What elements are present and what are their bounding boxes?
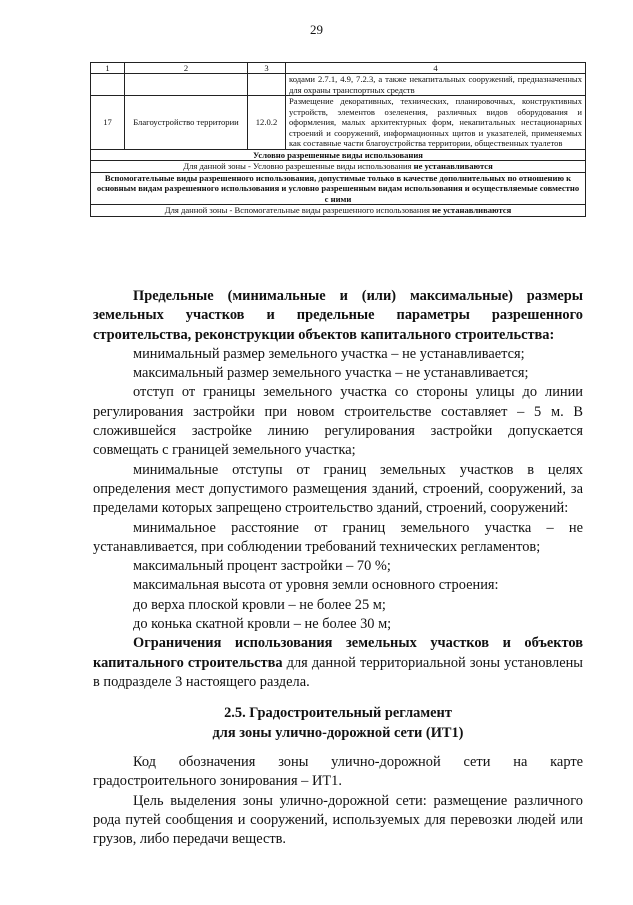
- limit-min-distance: минимальное расстояние от границ земельного участка – не устанавливается, при соблюдении требований технических регламентов;: [93, 519, 583, 555]
- use-type-code: 12.0.2: [248, 96, 286, 149]
- header-col-3: 3: [248, 63, 286, 74]
- limit-min-size: минимальный размер земельного участка – не устанавливается;: [133, 345, 525, 362]
- zone-block: [93, 753, 583, 849]
- header-col-2: 2: [125, 63, 248, 74]
- limit-max-size: максимальный размер земельного участка – не устанавливается;: [133, 365, 529, 382]
- auxiliary-note: Для данной зоны - Вспомогательные виды разрешенного использования не устанавливаются: [91, 205, 586, 216]
- conditional-heading: Условно разрешенные виды использования: [91, 149, 586, 160]
- continued-description: кодами 2.7.1, 4.9, 7.2.3, а также некапитальных сооружений, предназначенных для охраны транспортных средств: [286, 74, 586, 96]
- zone-code-paragraph: Код обозначения зоны улично-дорожной сети на карте градостроительного зонирования – ИТ1.: [93, 754, 583, 790]
- auxiliary-note-row: [91, 205, 586, 216]
- land-use-table: [90, 62, 586, 217]
- conditional-note: Для данной зоны - Условно разрешенные виды использования не устанавливаются: [91, 161, 586, 172]
- header-col-1: 1: [91, 63, 125, 74]
- limit-max-height: максимальная высота от уровня земли основного строения:: [133, 577, 499, 594]
- table-row: [91, 74, 586, 96]
- use-type-name: Благоустройство территории: [125, 96, 248, 149]
- limit-build-percent: максимальный процент застройки – 70 %;: [133, 558, 391, 575]
- limits-block: [93, 287, 583, 692]
- limit-pitched-roof: до конька скатной кровли – не более 30 м;: [133, 616, 392, 633]
- restrictions-paragraph: Ограничения использования земельных участков и объектов капитального строительства для данной территориальной зоны установлены в подразделе 3 настоящего раздела.: [93, 635, 583, 690]
- table-row-17: [91, 96, 586, 149]
- auxiliary-heading-row: [91, 172, 586, 204]
- limit-min-setbacks: минимальные отступы от границ земельных участков в целях определения мест допустимого размещения зданий, строений, сооружений, за пределами которых запрещено строительство зданий, строений, сооружений:: [93, 461, 583, 517]
- section-title: 2.5. Градостроительный регламент для зоны улично-дорожной сети (ИТ1): [212, 705, 464, 741]
- row-number: 17: [91, 96, 125, 149]
- auxiliary-heading: Вспомогательные виды разрешенного использования, допустимые только в качестве дополнительных по отношению к основным видам разрешенного использования и условно разрешенным видам использования и осуществляемые совместно с ними: [91, 172, 586, 204]
- conditional-note-row: [91, 161, 586, 172]
- limits-heading: Предельные (минимальные и (или) максимальные) размеры земельных участков и предельные параметры разрешенного строительства, реконструкции объектов капитального строительства:: [93, 288, 583, 343]
- limit-street-setback: отступ от границы земельного участка со стороны улицы до линии регулирования застройки при новом строительстве составляет – 5 м. В сложившейся застройке линию регулирования застройки допускается совмещать с границей земельного участка;: [93, 384, 583, 459]
- page-number: 29: [310, 22, 323, 37]
- table-header-row: [91, 63, 586, 74]
- zone-goal-paragraph: Цель выделения зоны улично-дорожной сети: размещение различного рода путей сообщения и сооружений, используемых для перевозки людей или грузов, либо передачи веществ.: [93, 792, 583, 848]
- conditional-heading-row: [91, 149, 586, 160]
- use-type-description: Размещение декоративных, технических, планировочных, конструктивных устройств, элементов озеленения, различных видов оборудования и оформления, малых архитектурных форм, некапитальных нестационарных строений и сооружений, информационных щитов и указателей, применяемых как составные части благоустройства территории, общественных туалетов: [286, 96, 586, 149]
- limit-flat-roof: до верха плоской кровли – не более 25 м;: [133, 596, 386, 613]
- header-col-4: 4: [286, 63, 586, 74]
